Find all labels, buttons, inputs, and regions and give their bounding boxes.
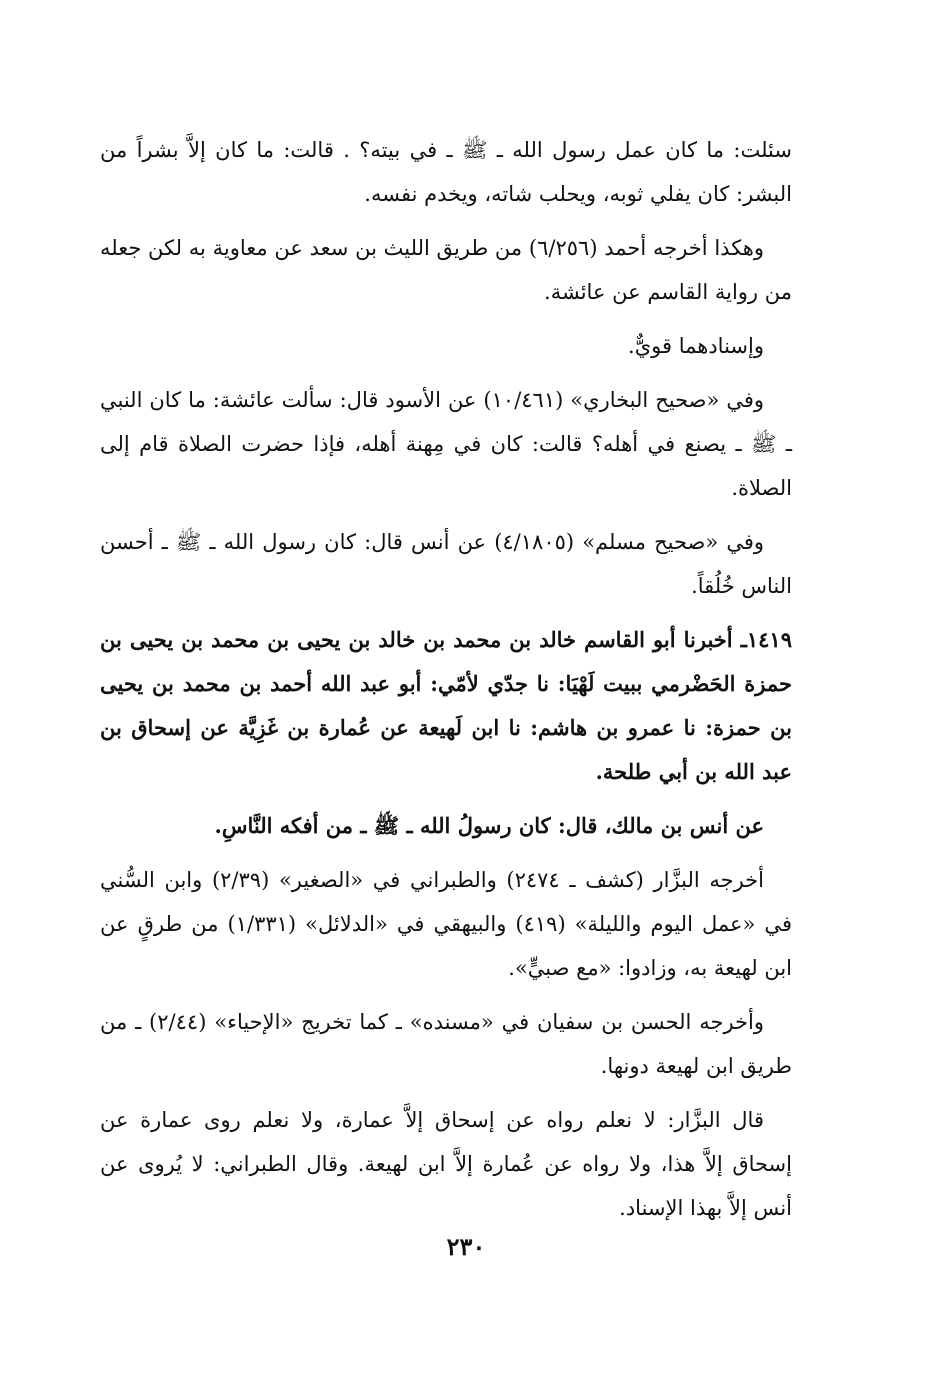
page-text	[100, 128, 792, 1240]
paragraph: وإسنادهما قويٌّ.	[628, 334, 764, 358]
hadith-isnad: ١٤١٩ـ أخبرنا أبو القاسم خالد بن محمد بن خالد بن يحيى بن محمد بن يحيى بن حمزة الحَضْرمي ببيت لَهْيَا: نا جدّي لأمّي: أبو عبد الله أحمد بن محمد بن يحيى بن حمزة: نا عمرو بن هاشم: نا ابن لَهيعة عن عُمارة بن غَزِيَّة عن إسحاق بن عبد الله بن أبي طلحة.	[100, 627, 792, 784]
hadith-matn: عن أنس بن مالك، قال: كان رسولُ الله ـ ﷺ ـ من أفكه النَّاسِ.	[214, 813, 764, 838]
page-number: ٢٣٠	[446, 1232, 486, 1261]
paragraph: أخرجه البزَّار (كشف ـ ٢٤٧٤) والطبراني في «الصغير» (٢/٣٩) وابن السُّني في «عمل اليوم والليلة» (٤١٩) والبيهقي في «الدلائل» (١/٣٣١) من طرقٍ عن ابن لهيعة به، وزادوا: «مع صبيٍّ».	[100, 868, 792, 980]
paragraph: قال البزَّار: لا نعلم رواه عن إسحاق إلاَّ عمارة، ولا نعلم روى عمارة عن إسحاق إلاَّ هذا، ولا رواه عن عُمارة إلاَّ ابن لهيعة. وقال الطبراني: لا يُروى عن أنس إلاَّ بهذا الإسناد.	[100, 1108, 792, 1220]
paragraph: وأخرجه الحسن بن سفيان في «مسنده» ـ كما تخريج «الإحياء» (٢/٤٤) ـ من طريق ابن لهيعة دونها.	[100, 1010, 792, 1078]
paragraph: وهكذا أخرجه أحمد (٦/٢٥٦) من طريق الليث بن سعد عن معاوية به لكن جعله من رواية القاسم عن عائشة.	[100, 236, 792, 304]
paragraph: وفي «صحيح مسلم» (٤/١٨٠٥) عن أنس قال: كان رسول الله ـ ﷺ ـ أحسن الناس خُلُقاً.	[100, 530, 792, 598]
paragraph: سئلت: ما كان عمل رسول الله ـ ﷺ ـ في بيته؟ . قالت: ما كان إلاَّ بشراً من البشر: كان يفلي ثوبه، ويحلب شاته، ويخدم نفسه.	[100, 138, 792, 206]
paragraph: وفي «صحيح البخاري» (١٠/٤٦١) عن الأسود قال: سألت عائشة: ما كان النبي ـ ﷺ ـ يصنع في أهله؟ قالت: كان في مِهنة أهله، فإذا حضرت الصلاة قام إلى الصلاة.	[100, 388, 792, 500]
